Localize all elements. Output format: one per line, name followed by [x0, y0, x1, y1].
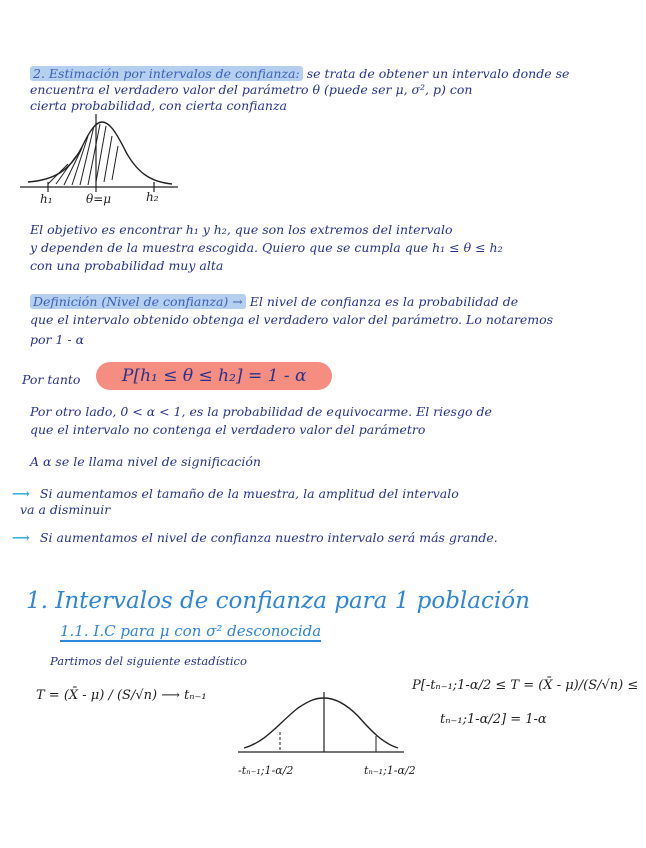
- fig1-label-h1: h₁: [40, 192, 53, 206]
- fig2-curve: [244, 698, 398, 748]
- definition-line1-rest: El nivel de confianza es la probabilidad de: [249, 294, 519, 309]
- section2-line3: cierta probabilidad, con cierta confianza: [30, 98, 288, 113]
- definition-line2: que el intervalo obtenido obtenga el verdadero valor del parámetro. Lo notaremos: [30, 312, 554, 327]
- fig1-label-h2: h₂: [146, 190, 159, 204]
- other-side-line3: A α se le llama nivel de significación: [30, 454, 261, 469]
- bullet-2-line1: Si aumentamos el nivel de confianza nuestro intervalo será más grande.: [39, 530, 498, 545]
- bullet-1-line2: va a disminuir: [20, 502, 111, 517]
- section1-subtitle: [60, 622, 321, 640]
- t-statistic-formula: T = (X̄ - μ) / (S/√n) ⟶ tₙ₋₁: [36, 688, 207, 703]
- section1-title: 1. Intervalos de confianza para 1 población: [26, 588, 530, 614]
- objective-line1: El objetivo es encontrar h₁ y h₂, que son los extremos del intervalo: [30, 222, 453, 237]
- definition-label: Definición (Nivel de confianza) →: [30, 294, 246, 309]
- confidence-formula: P[h₁ ≤ θ ≤ h₂] = 1 - α: [96, 362, 332, 390]
- right-critical-label: tₙ₋₁;1-α/2: [364, 764, 416, 777]
- fig1-label-theta: θ=μ: [86, 192, 112, 206]
- definition-line1: [30, 294, 518, 309]
- left-critical-label: -tₙ₋₁;1-α/2: [238, 764, 294, 777]
- arrow-right-icon: ⟶: [12, 530, 30, 545]
- arrow-right-icon: ⟶: [12, 486, 30, 501]
- section2-line1-rest: se trata de obtener un intervalo donde se: [306, 66, 570, 81]
- fig1-curve: [28, 122, 172, 184]
- definition-line3: por 1 - α: [30, 332, 85, 347]
- bullet-2: [12, 530, 498, 545]
- objective-line3: con una probabilidad muy alta: [30, 258, 224, 273]
- section2-line1: [30, 66, 569, 81]
- section2-line2: encuentra el verdadero valor del parámetro θ (puede ser μ, σ², p) con: [30, 82, 473, 97]
- section1-subtitle-text: 1.1. I.C para μ con σ² desconocida: [60, 622, 322, 640]
- section1-text: Partimos del siguiente estadístico: [50, 654, 247, 668]
- bullet-1: [12, 486, 459, 501]
- por-tanto-label: Por tanto: [22, 372, 81, 387]
- bullet-1-line1: Si aumentamos el tamaño de la muestra, la amplitud del intervalo: [39, 486, 459, 501]
- objective-line2: y dependen de la muestra escogida. Quiero que se cumpla que h₁ ≤ θ ≤ h₂: [30, 240, 503, 255]
- probability-formula-line2: tₙ₋₁;1-α/2] = 1-α: [440, 712, 547, 727]
- fig1-hatching: [48, 124, 118, 185]
- t-distribution-figure: [236, 690, 406, 758]
- probability-formula-line1: P[-tₙ₋₁;1-α/2 ≤ T = (X̄ - μ)/(S/√n) ≤: [412, 678, 639, 693]
- other-side-line1: Por otro lado, 0 < α < 1, es la probabilidad de equivocarme. El riesgo de: [30, 404, 492, 419]
- other-side-line2: que el intervalo no contenga el verdadero valor del parámetro: [30, 422, 426, 437]
- section2-title: 2. Estimación por intervalos de confianza:: [30, 66, 303, 81]
